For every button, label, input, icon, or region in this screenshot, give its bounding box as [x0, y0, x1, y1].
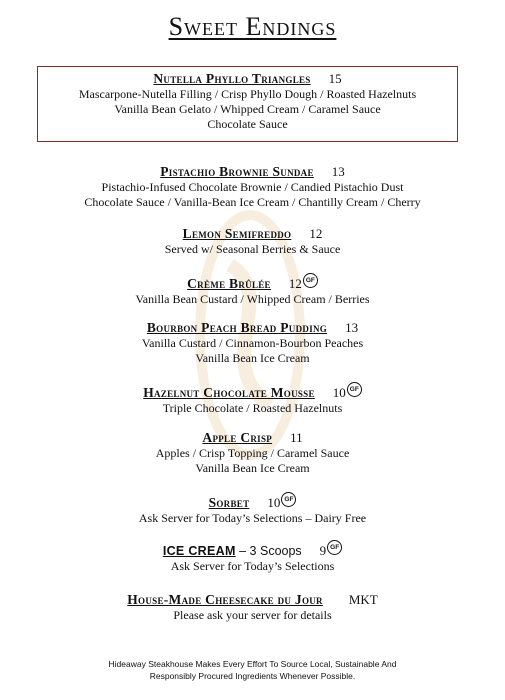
menu-item-hazelnut-chocolate-mousse	[0, 378, 505, 416]
item-description: Vanilla Bean Custard / Whipped Cream / Berries	[135, 292, 370, 306]
item-name: Bourbon Peach Bread Pudding	[146, 320, 328, 335]
menu-item-creme-brulee	[0, 269, 505, 307]
item-description: Please ask your server for details	[173, 608, 332, 622]
gluten-free-badge-icon: GF	[347, 382, 362, 397]
menu-item-pistachio-brownie-sundae	[0, 160, 505, 210]
item-price: 10	[267, 495, 281, 510]
item-price: 11	[290, 430, 303, 445]
item-price: 12	[309, 226, 323, 241]
item-price: 9	[319, 543, 327, 558]
footnote-line: Responsibly Procured Ingredients Whenever Possible.	[149, 671, 356, 681]
item-price: 13	[345, 320, 359, 335]
item-price: MKT	[348, 592, 378, 607]
item-description: Served w/ Seasonal Berries & Sauce	[164, 242, 341, 256]
item-name: Nutella Phyllo Triangles	[153, 71, 311, 86]
menu-item-apple-crisp	[0, 426, 505, 476]
sourcing-footnote	[0, 658, 505, 682]
item-description: Mascarpone-Nutella Filling / Crisp Phyllo Dough / Roasted Hazelnuts	[78, 87, 417, 101]
item-name: Pistachio Brownie Sundae	[160, 164, 314, 179]
item-name-suffix: – 3 Scoops	[235, 544, 302, 558]
item-description: Vanilla Bean Ice Cream	[195, 351, 310, 365]
item-description: Pistachio-Infused Chocolate Brownie / Candied Pistachio Dust	[101, 180, 404, 194]
item-price: 12	[288, 276, 302, 291]
gluten-free-badge-icon: GF	[281, 492, 296, 507]
item-description: Apples / Crisp Topping / Caramel Sauce	[155, 446, 350, 460]
item-price: 15	[328, 71, 342, 86]
menu-item-bourbon-peach-bread-pudding	[0, 316, 505, 366]
gluten-free-badge-icon: GF	[303, 273, 318, 288]
menu-item-ice-cream	[0, 536, 505, 574]
item-name: House-Made Cheesecake du Jour	[127, 592, 323, 607]
item-description: Chocolate Sauce / Vanilla-Bean Ice Cream / Chantilly Cream / Cherry	[84, 195, 421, 209]
item-name: Crème Brûlée	[187, 276, 271, 291]
item-name: Apple Crisp	[202, 430, 273, 445]
item-description: Vanilla Bean Ice Cream	[195, 461, 310, 475]
item-description: Vanilla Custard / Cinnamon-Bourbon Peaches	[141, 336, 364, 350]
item-name: Lemon Semifreddo	[182, 226, 292, 241]
item-description: Ask Server for Today’s Selections – Dairy Free	[138, 511, 367, 525]
item-description: Vanilla Bean Gelato / Whipped Cream / Caramel Sauce	[114, 102, 381, 116]
menu-item-lemon-semifreddo	[0, 222, 505, 257]
gluten-free-badge-icon: GF	[327, 540, 342, 555]
item-name: Hazelnut Chocolate Mousse	[143, 385, 315, 400]
page-title: Sweet Endings	[168, 12, 337, 41]
menu-item-nutella-phyllo-triangles	[37, 66, 458, 142]
item-price: 13	[331, 164, 345, 179]
footnote-line: Hideaway Steakhouse Makes Every Effort To Source Local, Sustainable And	[108, 659, 397, 669]
item-description: Chocolate Sauce	[207, 117, 288, 131]
item-description: Triple Chocolate / Roasted Hazelnuts	[162, 401, 343, 415]
item-description: Ask Server for Today’s Selections	[170, 559, 335, 573]
menu-item-sorbet	[0, 488, 505, 526]
item-name: ICE CREAM	[162, 544, 236, 558]
menu-item-house-made-cheesecake	[0, 588, 505, 623]
item-name: Sorbet	[208, 495, 250, 510]
item-price: 10	[332, 385, 346, 400]
